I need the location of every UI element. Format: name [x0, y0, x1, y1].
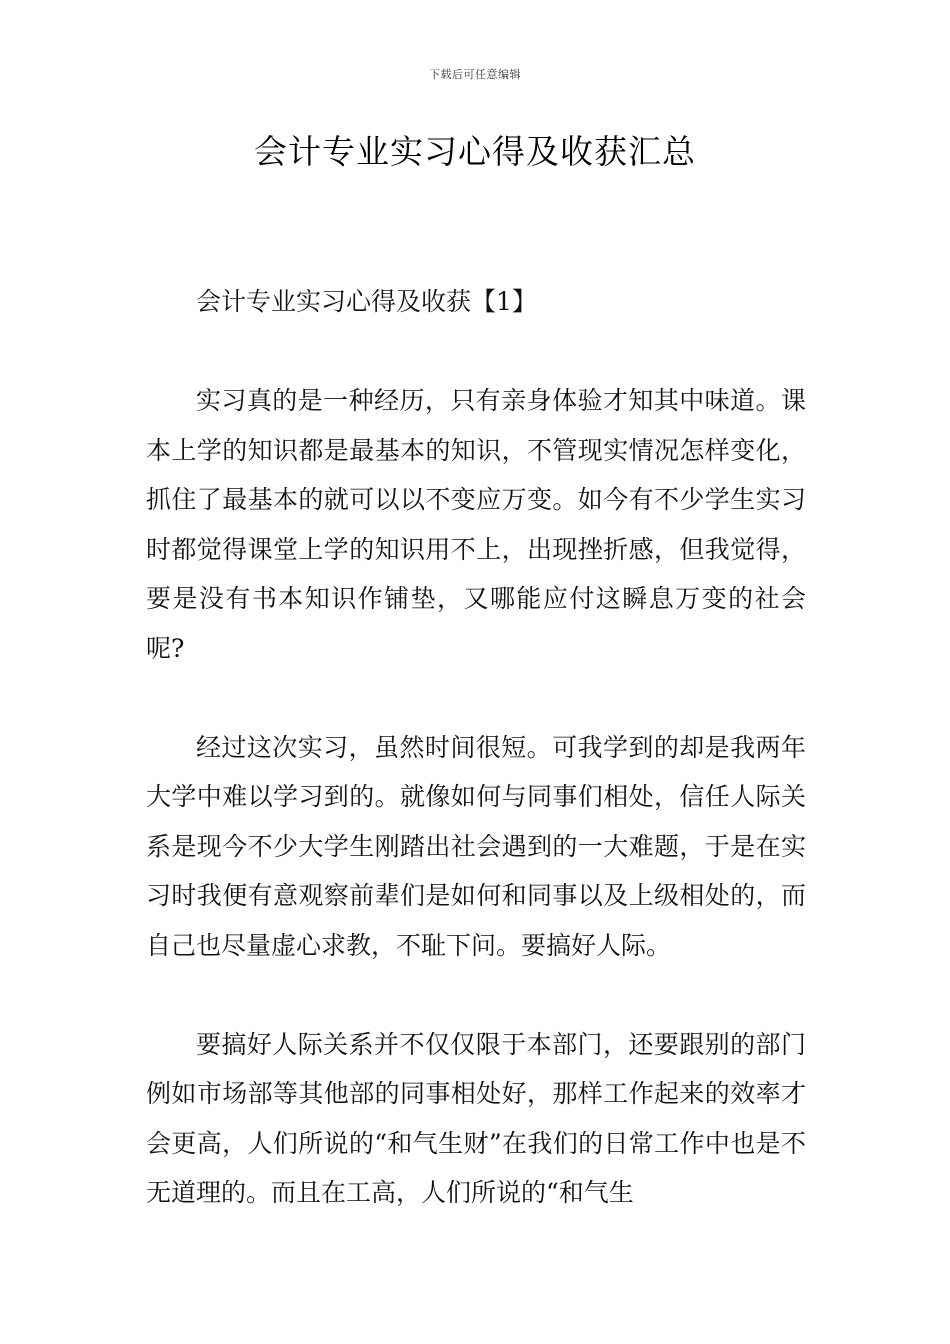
body-paragraph-3: 要搞好人际关系并不仅仅限于本部门，还要跟别的部门例如市场部等其他部的同事相处好，那样工作起来的效率才会更高，人们所说的“和气生财”在我们的日常工作中也是不无道理的。而且在工高，人们所说的“和气生	[146, 1029, 806, 1207]
document-title: 会计专业实习心得及收获汇总	[254, 132, 696, 171]
section-subheading: 会计专业实习心得及收获【1】	[196, 287, 537, 316]
body-paragraph-2: 经过这次实习，虽然时间很短。可我学到的却是我两年大学中难以学习到的。就像如何与同事们相处，信任人际关系是现今不少大学生刚踏出社会遇到的一大难题，于是在实习时我便有意观察前辈们是如何和同事以及上级相处的，而自己也尽量虚心求教，不耻下问。要搞好人际。	[146, 732, 806, 960]
body-paragraph-1: 实习真的是一种经历，只有亲身体验才知其中味道。课本上学的知识都是最基本的知识，不管现实情况怎样变化，抓住了最基本的就可以以不变应万变。如今有不少学生实习时都觉得课堂上学的知识用不上，出现挫折感，但我觉得，要是没有书本知识作铺垫，又哪能应付这瞬息万变的社会呢?	[146, 386, 806, 663]
header-note: 下载后可任意编辑	[429, 68, 521, 81]
document-body	[146, 277, 806, 1267]
